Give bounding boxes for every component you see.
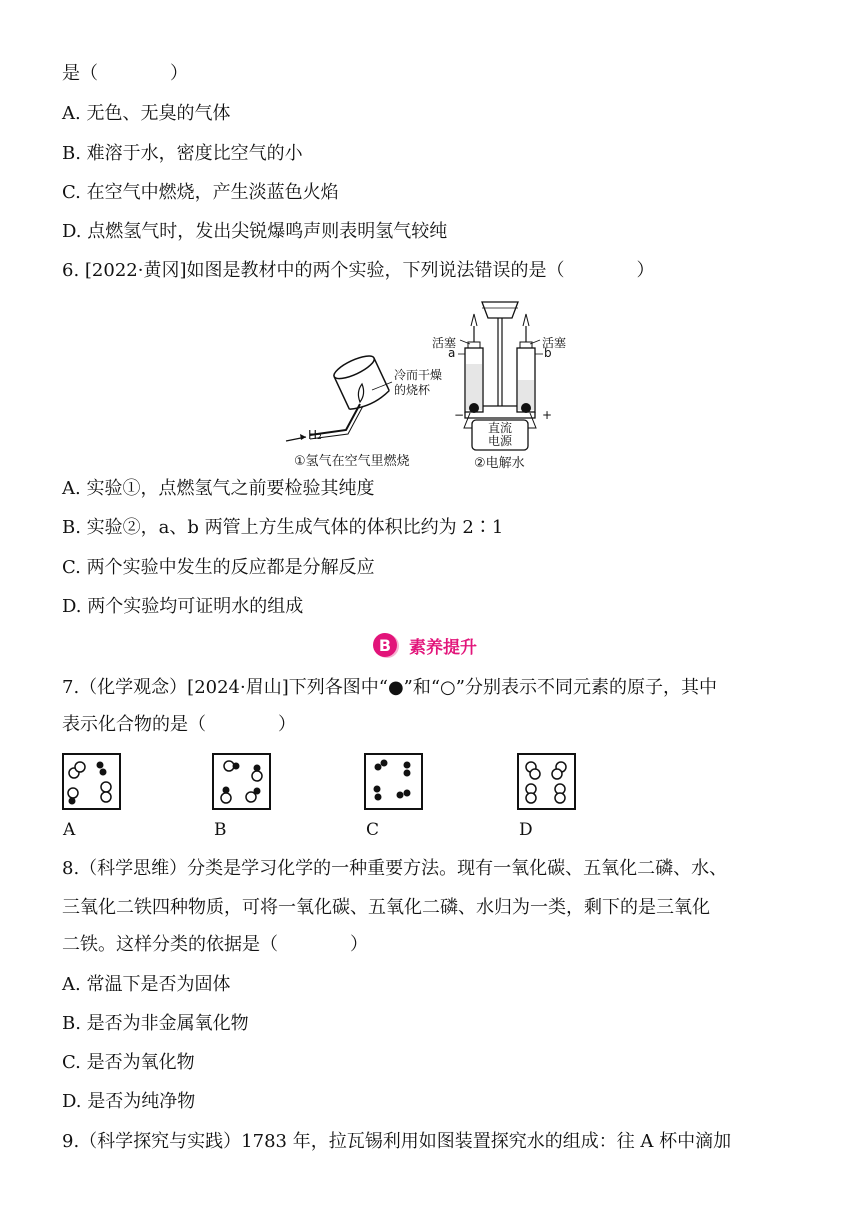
- q8-stem-line2: 三氧化二铁四种物质，可将一氧化碳、五氧化二磷、水归为一类，剩下的是三氧化: [62, 897, 710, 918]
- q8-option-c: C. 是否为氧化物: [62, 1052, 195, 1073]
- section-header: [373, 630, 477, 660]
- q7-box-c: [364, 753, 423, 810]
- q9-stem-line1: 9.（科学探究与实践）1783 年，拉瓦锡利用如图装置探究水的组成：往 A 杯中滴加: [62, 1131, 732, 1152]
- section-title: 素养提升: [409, 637, 477, 658]
- q7-label-a: A: [63, 820, 76, 840]
- q5-stem-tail: 是（ ）: [62, 63, 188, 84]
- q8-option-b: B. 是否为非金属氧化物: [62, 1013, 249, 1034]
- q6-figure-electrolysis: [430, 296, 580, 470]
- q5-option-a: A. 无色、无臭的气体: [62, 103, 231, 124]
- q8-option-d: D. 是否为纯净物: [62, 1091, 196, 1112]
- q7-box-b: [212, 753, 271, 810]
- q7-box-d: [517, 753, 576, 810]
- electrode-plus-label: +: [542, 408, 553, 422]
- q6-option-c: C. 两个实验中发生的反应都是分解反应: [62, 557, 375, 578]
- tube-a-label: a: [448, 346, 456, 360]
- box-b-molecules: [214, 755, 269, 808]
- beaker-label-line2: 的烧杯: [394, 383, 431, 397]
- q7-label-c: C: [366, 820, 380, 840]
- q8-stem-line1: 8.（科学思维）分类是学习化学的一种重要方法。现有一氧化碳、五氧化二磷、水、: [62, 858, 728, 879]
- electrode-minus-label: −: [454, 408, 465, 422]
- fig1-caption: ①氢气在空气里燃烧: [294, 454, 410, 469]
- box-a-molecules: [64, 755, 119, 808]
- q6-option-a: A. 实验①，点燃氢气之前要检验其纯度: [62, 478, 375, 499]
- q7-stem-line2: 表示化合物的是（ ）: [62, 714, 296, 735]
- q7-box-a: [62, 753, 121, 810]
- q8-option-a: A. 常温下是否为固体: [62, 974, 231, 995]
- tube-b-label: b: [544, 346, 552, 360]
- valve-right-label: 活塞: [542, 336, 567, 350]
- valve-left-label: 活塞: [432, 336, 457, 350]
- q5-option-b: B. 难溶于水，密度比空气的小: [62, 143, 303, 164]
- q7-stem-line1: 7.（化学观念）[2024·眉山]下列各图中“●”和“○”分别表示不同元素的原子，其中: [62, 677, 717, 698]
- q5-option-c: C. 在空气中燃烧，产生淡蓝色火焰: [62, 182, 339, 203]
- q7-label-b: B: [214, 820, 227, 840]
- q6-option-d: D. 两个实验均可证明水的组成: [62, 596, 304, 617]
- box-d-molecules: [519, 755, 574, 808]
- hydrogen-gas-label: H₂: [308, 428, 322, 442]
- beaker-label-line1: 冷而干燥: [394, 368, 443, 382]
- q6-option-b: B. 实验②，a、b 两管上方生成气体的体积比约为 2∶1: [62, 517, 504, 538]
- q5-option-d: D. 点燃氢气时，发出尖锐爆鸣声则表明氢气较纯: [62, 221, 448, 242]
- q6-stem: 6. [2022·黄冈]如图是教材中的两个实验，下列说法错误的是（ ）: [62, 260, 655, 281]
- power-label-line2: 电源: [487, 434, 512, 448]
- box-c-molecules: [366, 755, 421, 808]
- q8-stem-line3: 二铁。这样分类的依据是（ ）: [62, 934, 368, 955]
- q7-label-d: D: [519, 820, 533, 840]
- fig2-caption: ②电解水: [474, 456, 525, 471]
- section-badge: B: [373, 633, 397, 657]
- power-label-line1: 直流: [487, 421, 512, 435]
- q6-figure-hydrogen-burning: [280, 340, 443, 470]
